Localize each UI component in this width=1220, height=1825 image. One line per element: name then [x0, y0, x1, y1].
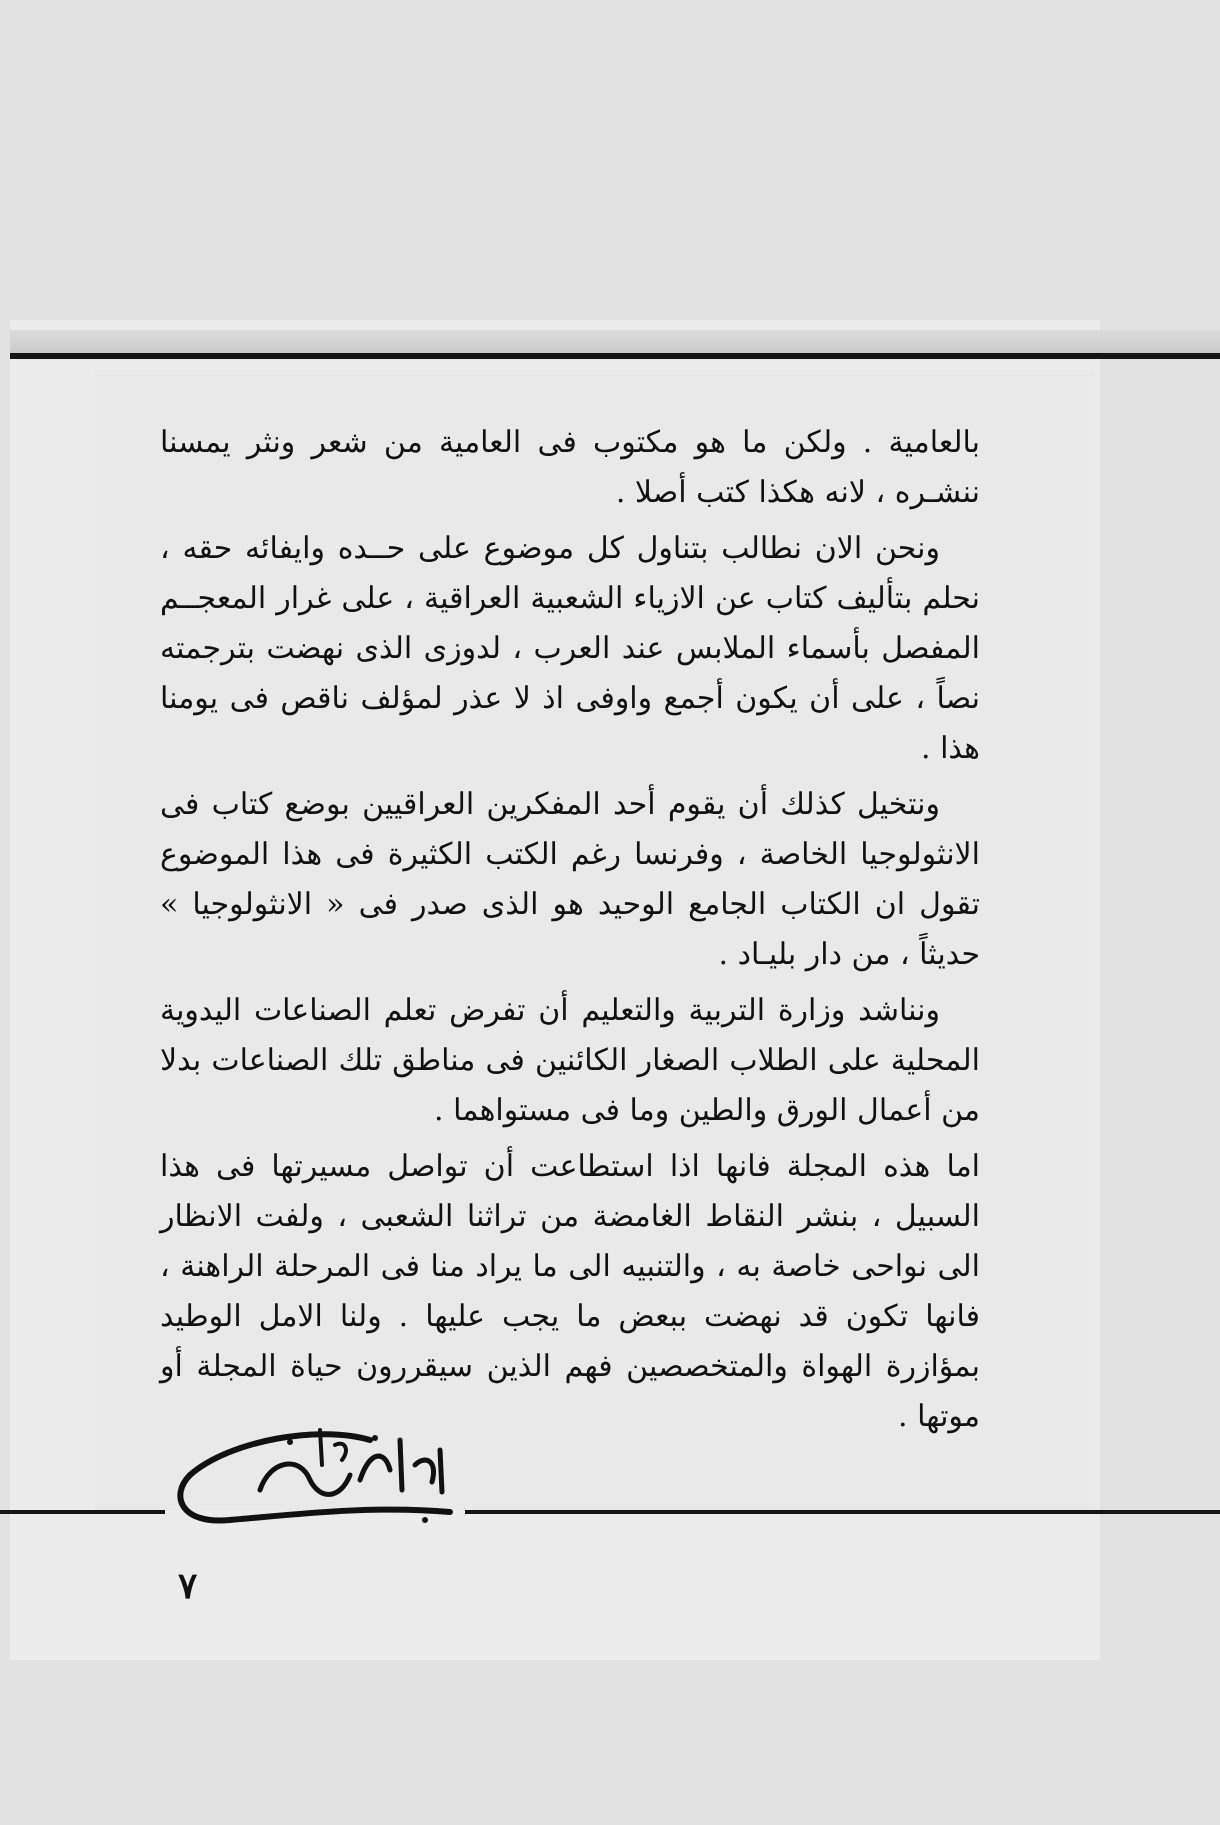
paragraph: ونناشد وزارة التربية والتعليم أن تفرض تعلم الصناعات اليدوية المحلية على الطلاب الصغار الكائنين فى مناطق تلك الصناعات بدلا من أعمال الورق والطين وما فى مستواهما . — [160, 993, 981, 1128]
editor-signature — [170, 1420, 470, 1540]
paragraph: ونتخيل كذلك أن يقوم أحد المفكرين العراقيين بوضع كتاب فى الانثولوجيا الخاصة ، وفرنسا رغم الكتب الكثيرة فى هذا الموضوع تقول ان الكتاب الجامع الوحيد هو الذى صدر فى « الانثولوجيا » حديثاً ، من دار بليـاد . — [160, 787, 980, 972]
top-rule-shadow — [10, 330, 1220, 354]
top-rule — [10, 353, 1220, 359]
paragraph: بالعامية . ولكن ما هو مكتوب فى العامية من شعر ونثر يمسنا ننشـره ، لانه هكذا كتب أصلا . — [160, 425, 980, 510]
bottom-rule-right — [465, 1510, 1220, 1514]
page-number: ٧ — [178, 1565, 198, 1607]
article-body — [160, 418, 980, 1448]
paragraph: اما هذه المجلة فانها اذا استطاعت أن تواصل مسيرتها فى هذا السبيل ، بنشر النقاط الغامضة من تراثنا الشعبى ، ولفت الانظار الى نواحى خاصة به ، والتنبيه الى ما يراد منا فى المرحلة الراهنة ، فانها تكون قد نهضت ببعض ما يجب عليها . ولنا الامل الوطيد بمؤازرة الهواة والمتخصصين فهم الذين سيقررون حياة المجلة أو موتها . — [160, 1149, 980, 1434]
paragraph: ونحن الان نطالب بتناول كل موضوع على حــده وايفائه حقه ، نحلم بتأليف كتاب عن الازياء الشعبية العراقية ، على غرار المعجــم المفصل بأسماء الملابس عند العرب ، لدوزى الذى نهضت بترجمته نصاً ، على أن يكون أجمع واوفى اذ لا عذر لمؤلف ناقص فى يومنا هذا . — [160, 531, 980, 766]
bottom-rule-left — [0, 1510, 165, 1514]
